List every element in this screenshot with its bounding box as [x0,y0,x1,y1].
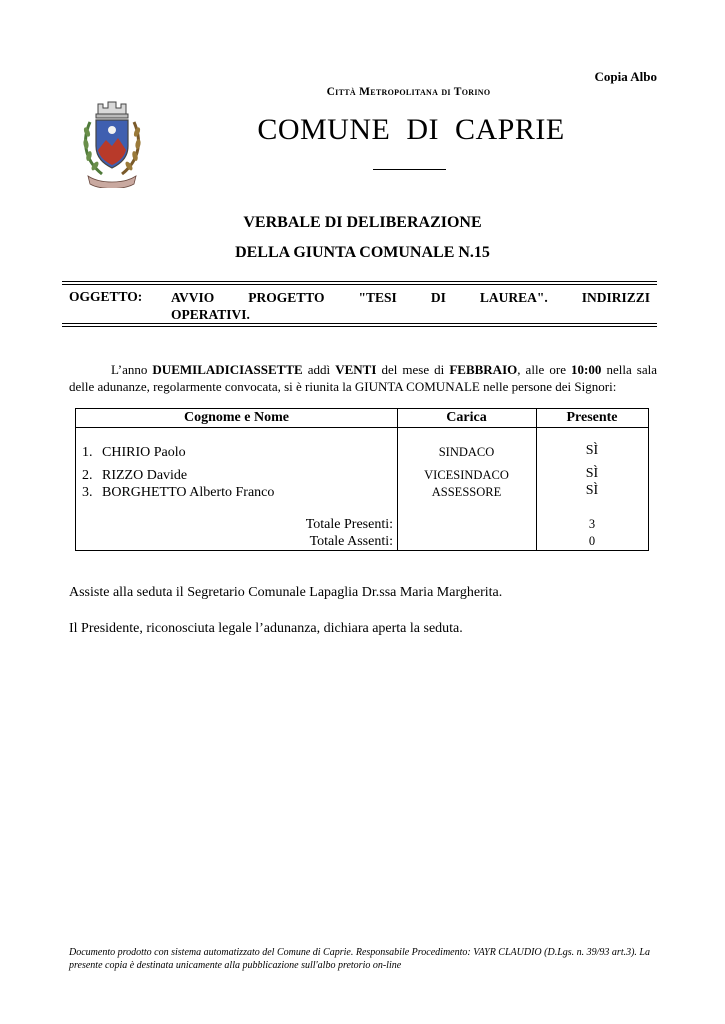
subject-label: OGGETTO: [69,289,143,304]
intro-text: addì [302,362,336,377]
intro-text: L’anno [111,362,153,377]
title-underline [373,169,446,170]
row-name: BORGHETTO Alberto Franco [102,485,275,500]
intro-paragraph [69,361,657,395]
total-present-label: Totale Presenti: [305,517,393,532]
header-present: Presente [566,410,618,425]
row-present: SÌ [585,483,599,498]
row-name: RIZZO Davide [102,468,188,483]
document-title-line2: DELLA GIUNTA COMUNALE N.15 [235,244,490,261]
intro-day: VENTI [335,362,377,377]
row-number: 2. [82,468,93,483]
row-present: SÌ [585,466,599,481]
subject-top-rule [62,281,657,285]
footer-note: Documento prodotto con sistema automatizzato del Comune di Caprie. Responsabile Procedimento: VAYR CLAUDIO (D.Lgs. n. 39/93 art.3). La presente copia è destinata unicamente alla pubblicazione sull'albo pretorio on-line [69,947,650,971]
attendance-table [75,408,649,551]
row-role: VICESINDACO [424,468,509,482]
row-role: ASSESSORE [431,485,502,499]
intro-text: del mese di [376,362,450,377]
document-title-line1: VERBALE DI DELIBERAZIONE [243,214,482,231]
municipality-title: COMUNE DI CAPRIE [257,113,565,146]
metropolitan-city-text: Città Metropolitana di Torino [326,86,491,98]
intro-text: nella sala delle adunanze, regolarmente convocata, si è riunita la GIUNTA COMUNALE nelle persone dei Signori: [69,362,657,394]
row-role: SINDACO [438,445,495,459]
intro-month: FEBBRAIO [449,362,518,377]
metropolitan-city-label [0,86,725,98]
table-header-divider [76,427,648,428]
row-name: CHIRIO Paolo [102,445,186,460]
intro-year: DUEMILADICIASSETTE [152,362,303,377]
row-present: SÌ [585,443,599,458]
copy-label: Copia Albo [594,69,657,84]
secretary-paragraph: Assiste alla seduta il Segretario Comunale Lapaglia Dr.ssa Maria Margherita. [69,585,503,600]
subject-line2: OPERATIVI. [171,307,250,322]
header-name: Cognome e Nome [184,410,289,425]
row-number: 3. [82,485,93,500]
president-paragraph: Il Presidente, riconosciuta legale l’adunanza, dichiara aperta la seduta. [69,621,463,636]
intro-time: 10:00 [571,362,602,377]
total-absent-label: Totale Assenti: [309,534,393,549]
total-absent-value: 0 [588,534,596,548]
intro-text: , alle ore [517,362,572,377]
subject-line1: AVVIO PROGETTO "TESI DI LAUREA". INDIRIZZI [171,290,650,305]
header-role: Carica [446,410,487,425]
subject-bottom-rule [62,323,657,327]
total-present-value: 3 [588,517,596,531]
row-number: 1. [82,445,93,460]
